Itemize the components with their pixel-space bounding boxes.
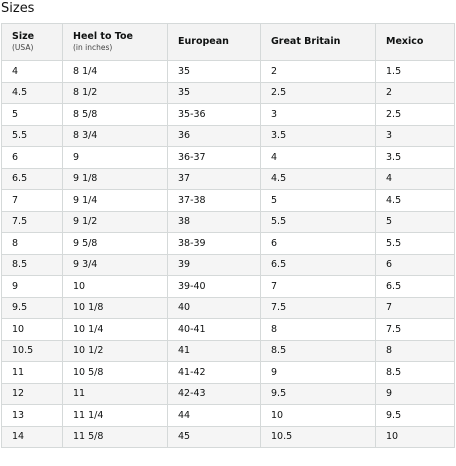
cell-european: 36-37 bbox=[168, 147, 261, 169]
cell-size-usa: 10.5 bbox=[2, 340, 63, 362]
cell-heel-to-toe: 8 3/4 bbox=[63, 125, 168, 147]
cell-mexico: 6.5 bbox=[376, 276, 455, 298]
header-label: Mexico bbox=[386, 36, 424, 47]
cell-size-usa: 8 bbox=[2, 233, 63, 255]
cell-size-usa: 6 bbox=[2, 147, 63, 169]
cell-mexico: 9 bbox=[376, 383, 455, 405]
cell-size-usa: 9 bbox=[2, 276, 63, 298]
cell-european: 42-43 bbox=[168, 383, 261, 405]
cell-mexico: 5 bbox=[376, 211, 455, 233]
table-row bbox=[2, 190, 455, 212]
table-row bbox=[2, 168, 455, 190]
cell-heel-to-toe: 11 1/4 bbox=[63, 405, 168, 427]
cell-size-usa: 7.5 bbox=[2, 211, 63, 233]
cell-size-usa: 5 bbox=[2, 104, 63, 126]
cell-size-usa: 4.5 bbox=[2, 82, 63, 104]
cell-heel-to-toe: 8 5/8 bbox=[63, 104, 168, 126]
cell-great-britain: 4 bbox=[261, 147, 376, 169]
table-row bbox=[2, 233, 455, 255]
cell-mexico: 4.5 bbox=[376, 190, 455, 212]
table-row bbox=[2, 276, 455, 298]
cell-mexico: 4 bbox=[376, 168, 455, 190]
header-european bbox=[168, 24, 261, 61]
cell-size-usa: 4 bbox=[2, 61, 63, 83]
cell-size-usa: 10 bbox=[2, 319, 63, 341]
cell-european: 40-41 bbox=[168, 319, 261, 341]
cell-great-britain: 3.5 bbox=[261, 125, 376, 147]
cell-heel-to-toe: 11 bbox=[63, 383, 168, 405]
table-row bbox=[2, 405, 455, 427]
cell-heel-to-toe: 9 3/4 bbox=[63, 254, 168, 276]
cell-great-britain: 9 bbox=[261, 362, 376, 384]
cell-great-britain: 10.5 bbox=[261, 426, 376, 448]
cell-great-britain: 5 bbox=[261, 190, 376, 212]
header-label: Great Britain bbox=[271, 36, 341, 47]
cell-great-britain: 5.5 bbox=[261, 211, 376, 233]
cell-european: 41-42 bbox=[168, 362, 261, 384]
cell-european: 39 bbox=[168, 254, 261, 276]
cell-european: 40 bbox=[168, 297, 261, 319]
cell-mexico: 3 bbox=[376, 125, 455, 147]
cell-european: 44 bbox=[168, 405, 261, 427]
cell-great-britain: 9.5 bbox=[261, 383, 376, 405]
table-row bbox=[2, 147, 455, 169]
cell-heel-to-toe: 11 5/8 bbox=[63, 426, 168, 448]
cell-size-usa: 11 bbox=[2, 362, 63, 384]
cell-size-usa: 6.5 bbox=[2, 168, 63, 190]
cell-great-britain: 2 bbox=[261, 61, 376, 83]
cell-great-britain: 3 bbox=[261, 104, 376, 126]
size-chart-table bbox=[1, 23, 455, 448]
cell-great-britain: 8.5 bbox=[261, 340, 376, 362]
table-row bbox=[2, 297, 455, 319]
header-sublabel: (in inches) bbox=[73, 43, 113, 52]
cell-european: 39-40 bbox=[168, 276, 261, 298]
cell-great-britain: 7.5 bbox=[261, 297, 376, 319]
cell-european: 45 bbox=[168, 426, 261, 448]
cell-heel-to-toe: 10 1/8 bbox=[63, 297, 168, 319]
cell-size-usa: 7 bbox=[2, 190, 63, 212]
cell-mexico: 8.5 bbox=[376, 362, 455, 384]
cell-mexico: 2 bbox=[376, 82, 455, 104]
cell-heel-to-toe: 9 1/8 bbox=[63, 168, 168, 190]
header-size-usa bbox=[2, 24, 63, 61]
header-great-britain bbox=[261, 24, 376, 61]
cell-european: 41 bbox=[168, 340, 261, 362]
cell-mexico: 7 bbox=[376, 297, 455, 319]
cell-heel-to-toe: 10 1/2 bbox=[63, 340, 168, 362]
cell-heel-to-toe: 8 1/2 bbox=[63, 82, 168, 104]
header-mexico bbox=[376, 24, 455, 61]
cell-european: 37 bbox=[168, 168, 261, 190]
cell-heel-to-toe: 10 bbox=[63, 276, 168, 298]
cell-heel-to-toe: 9 1/2 bbox=[63, 211, 168, 233]
page-title: Sizes bbox=[1, 1, 35, 16]
table-row bbox=[2, 383, 455, 405]
table-row bbox=[2, 104, 455, 126]
table-row bbox=[2, 340, 455, 362]
cell-heel-to-toe: 9 bbox=[63, 147, 168, 169]
cell-great-britain: 7 bbox=[261, 276, 376, 298]
cell-great-britain: 8 bbox=[261, 319, 376, 341]
header-sublabel: (USA) bbox=[12, 43, 34, 52]
table-row bbox=[2, 319, 455, 341]
cell-heel-to-toe: 9 1/4 bbox=[63, 190, 168, 212]
cell-mexico: 3.5 bbox=[376, 147, 455, 169]
cell-heel-to-toe: 10 1/4 bbox=[63, 319, 168, 341]
header-label: Size bbox=[12, 31, 35, 42]
table-body bbox=[2, 61, 455, 448]
table-header-row bbox=[2, 24, 455, 61]
cell-european: 36 bbox=[168, 125, 261, 147]
table-row bbox=[2, 426, 455, 448]
cell-mexico: 10 bbox=[376, 426, 455, 448]
cell-heel-to-toe: 10 5/8 bbox=[63, 362, 168, 384]
cell-great-britain: 6 bbox=[261, 233, 376, 255]
cell-heel-to-toe: 9 5/8 bbox=[63, 233, 168, 255]
table-row bbox=[2, 362, 455, 384]
table-row bbox=[2, 211, 455, 233]
header-heel-to-toe bbox=[63, 24, 168, 61]
cell-mexico: 2.5 bbox=[376, 104, 455, 126]
cell-great-britain: 6.5 bbox=[261, 254, 376, 276]
cell-heel-to-toe: 8 1/4 bbox=[63, 61, 168, 83]
header-label: Heel to Toe bbox=[73, 31, 133, 42]
cell-mexico: 6 bbox=[376, 254, 455, 276]
table-row bbox=[2, 82, 455, 104]
cell-european: 37-38 bbox=[168, 190, 261, 212]
cell-european: 35-36 bbox=[168, 104, 261, 126]
table-row bbox=[2, 254, 455, 276]
cell-size-usa: 12 bbox=[2, 383, 63, 405]
cell-great-britain: 4.5 bbox=[261, 168, 376, 190]
cell-mexico: 8 bbox=[376, 340, 455, 362]
cell-size-usa: 9.5 bbox=[2, 297, 63, 319]
cell-great-britain: 2.5 bbox=[261, 82, 376, 104]
table-row bbox=[2, 125, 455, 147]
cell-size-usa: 8.5 bbox=[2, 254, 63, 276]
cell-size-usa: 5.5 bbox=[2, 125, 63, 147]
cell-european: 38-39 bbox=[168, 233, 261, 255]
cell-european: 35 bbox=[168, 61, 261, 83]
cell-size-usa: 13 bbox=[2, 405, 63, 427]
header-label: European bbox=[178, 36, 229, 47]
cell-mexico: 5.5 bbox=[376, 233, 455, 255]
cell-european: 38 bbox=[168, 211, 261, 233]
cell-mexico: 1.5 bbox=[376, 61, 455, 83]
cell-size-usa: 14 bbox=[2, 426, 63, 448]
cell-great-britain: 10 bbox=[261, 405, 376, 427]
table-row bbox=[2, 61, 455, 83]
cell-european: 35 bbox=[168, 82, 261, 104]
cell-mexico: 7.5 bbox=[376, 319, 455, 341]
cell-mexico: 9.5 bbox=[376, 405, 455, 427]
